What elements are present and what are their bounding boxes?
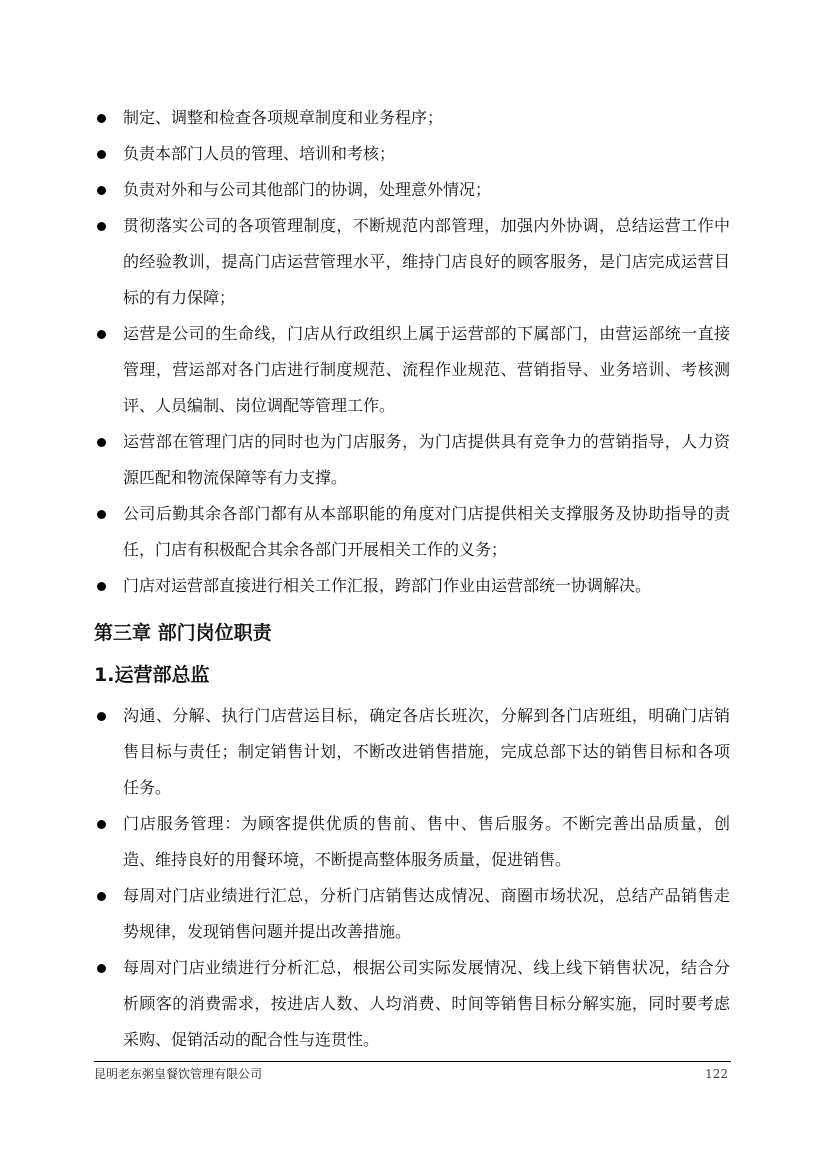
list-item-text: 制定、调整和检查各项规章制度和业务程序； [123, 108, 444, 127]
list-item [94, 136, 730, 172]
bullet-icon [94, 496, 108, 532]
list-item-text: 运营部在管理门店的同时也为门店服务，为门店提供具有竞争力的营销指导，人力资源匹配和物流保障等有力支撑。 [123, 432, 730, 487]
footer-divider [94, 1061, 731, 1062]
section-bullet-list [94, 698, 730, 1058]
list-item [94, 698, 730, 806]
list-item-text: 公司后勤其余各部门都有从本部职能的角度对门店提供相关支撑服务及协助指导的责任，门店有积极配合其余各部门开展相关工作的义务； [123, 504, 730, 559]
bullet-icon [94, 172, 108, 208]
list-item [94, 950, 730, 1058]
list-item [94, 424, 730, 496]
list-item [94, 568, 730, 604]
page-content [94, 100, 730, 1058]
intro-bullet-list [94, 100, 730, 604]
list-item-text: 门店对运营部直接进行相关工作汇报，跨部门作业由运营部统一协调解决。 [123, 576, 652, 595]
bullet-icon [94, 100, 108, 136]
list-item-text: 每周对门店业绩进行分析汇总，根据公司实际发展情况、线上线下销售状况，结合分析顾客的消费需求，按进店人数、人均消费、时间等销售目标分解实施，同时要考虑采购、促销活动的配合性与连贯性。 [123, 958, 730, 1049]
list-item [94, 496, 730, 568]
bullet-icon [94, 698, 108, 734]
list-item-text: 沟通、分解、执行门店营运目标，确定各店长班次，分解到各门店班组，明确门店销售目标与责任；制定销售计划，不断改进销售措施，完成总部下达的销售目标和各项任务。 [123, 706, 730, 797]
footer-company-name: 昆明老东粥皇餐饮管理有限公司 [94, 1067, 263, 1081]
bullet-icon [94, 136, 108, 172]
footer-page-number: 122 [705, 1067, 728, 1081]
list-item-text: 负责对外和与公司其他部门的协调，处理意外情况； [123, 180, 492, 199]
bullet-icon [94, 806, 108, 842]
list-item [94, 208, 730, 316]
chapter-title: 第三章 部门岗位职责 [94, 622, 272, 644]
bullet-icon [94, 424, 108, 460]
list-item [94, 172, 730, 208]
list-item-text: 每周对门店业绩进行汇总，分析门店销售达成情况、商圈市场状况，总结产品销售走势规律，发现销售问题并提出改善措施。 [123, 886, 730, 941]
list-item-text: 门店服务管理：为顾客提供优质的售前、售中、售后服务。不断完善出品质量，创造、维持良好的用餐环境，不断提高整体服务质量，促进销售。 [123, 814, 730, 869]
bullet-icon [94, 568, 108, 604]
list-item [94, 878, 730, 950]
section-title: 1.运营部总监 [94, 664, 210, 686]
list-item [94, 100, 730, 136]
bullet-icon [94, 950, 108, 986]
bullet-icon [94, 316, 108, 352]
list-item-text: 运营是公司的生命线，门店从行政组织上属于运营部的下属部门，由营运部统一直接管理，营运部对各门店进行制度规范、流程作业规范、营销指导、业务培训、考核测评、人员编制、岗位调配等管理工作。 [123, 324, 730, 415]
list-item-text: 贯彻落实公司的各项管理制度，不断规范内部管理，加强内外协调，总结运营工作中的经验教训，提高门店运营管理水平，维持门店良好的顾客服务，是门店完成运营目标的有力保障； [123, 216, 730, 307]
bullet-icon [94, 208, 108, 244]
list-item [94, 316, 730, 424]
list-item [94, 806, 730, 878]
list-item-text: 负责本部门人员的管理、培训和考核； [123, 144, 396, 163]
bullet-icon [94, 878, 108, 914]
